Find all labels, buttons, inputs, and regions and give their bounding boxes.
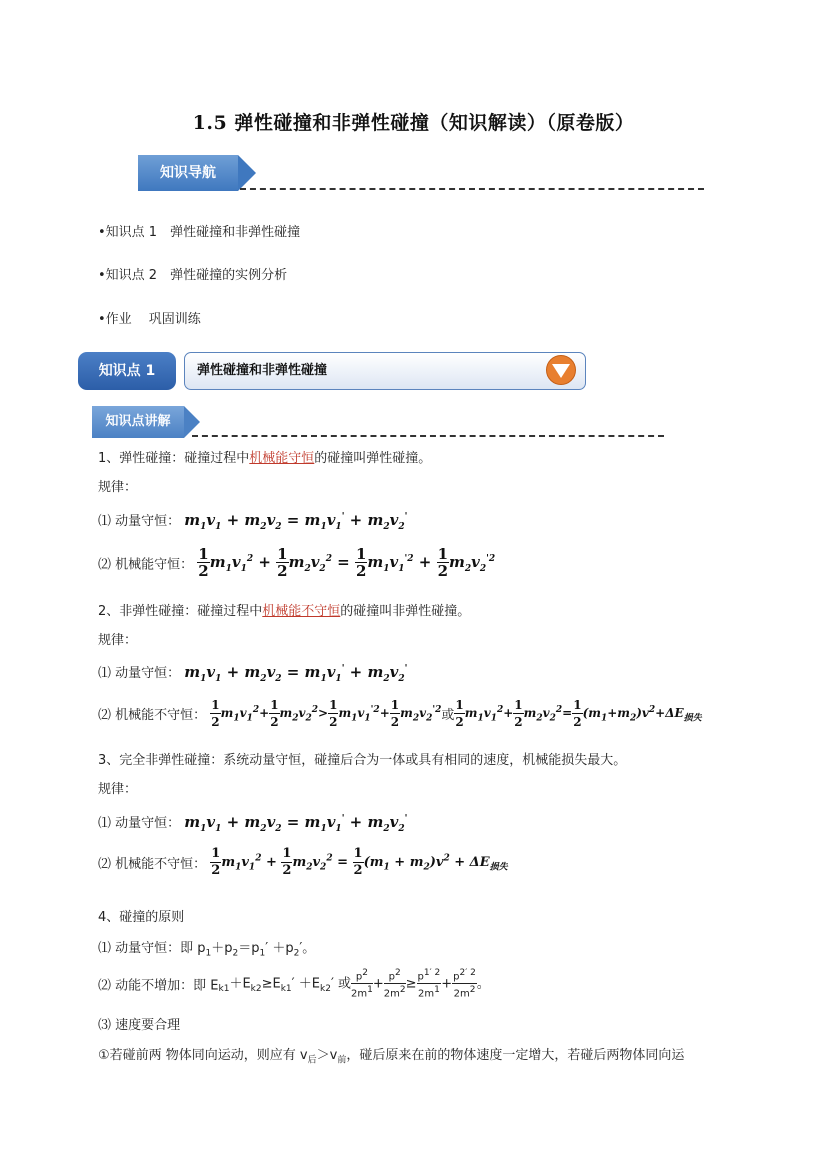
section-3-text: 3、完全非弹性碰撞：系统动量守恒，碰撞后合为一体或具有相同的速度，机械能损失最大。	[98, 753, 627, 768]
rule-label: 规律：	[98, 480, 138, 495]
toc-item: •知识点 2 弹性碰撞的实例分析	[98, 268, 288, 283]
toc-item: •知识点 1 弹性碰撞和非弹性碰撞	[98, 225, 301, 240]
energy-formula: ⑵ 机械能守恒： $\frac{1}{2}$ $m_1v_1^2$ + $\frac{1}{2}$ $m_2v_2^2$ = $\frac{1}{2}$ $m_1v_1^{'2}$ + $\frac{1}{2}$ $m_2v_2^{'2}$	[98, 545, 496, 580]
nav-banner-label: 知识导航	[160, 165, 216, 181]
kinetic-energy-principle: ⑵ 动能不增加：即 $E_{k1}+E_{k2}\ge E_{k1}' +E_{k2}'$ 或 $\frac{p^2}{2m^1}$ + $\frac{p^2}{2m^2}$ ≥ $\frac{p^{1' 2}}{2m^1}$ + $\frac{p^{2' 2}}{2m^2}$ 。	[98, 968, 490, 1000]
knowledge-point-tag: 知识点 1	[78, 352, 176, 390]
rule-label: 规律：	[98, 782, 138, 797]
momentum-principle: ⑴ 动量守恒：即 $p_1+p_2=p_1' +p_2'$。	[98, 941, 316, 959]
velocity-rule-1: ①若碰前两 物体同向运动，则应有 $v_后>v_前$，碰后原来在前的物体速度一定增大，若碰后两物体同向运	[98, 1048, 685, 1066]
page-title: 1.5 弹性碰撞和非弹性碰撞（知识解读）（原卷版）	[192, 112, 635, 134]
momentum-formula: ⑴ 动量守恒： $m_1v_1 + m_2v_2 = m_1v_1' + m_2v_2'$	[98, 663, 408, 684]
momentum-formula: ⑴ 动量守恒： $m_1v_1 + m_2v_2 = m_1v_1' + m_2v_2'$	[98, 813, 408, 834]
divider	[192, 435, 664, 437]
sub-banner	[92, 406, 200, 438]
triangle-down-icon	[546, 355, 576, 385]
section-4-text: 4、碰撞的原则	[98, 910, 185, 925]
sub-banner-label: 知识点讲解	[105, 414, 171, 429]
divider	[240, 188, 704, 190]
knowledge-point-label: 弹性碰撞和非弹性碰撞	[197, 363, 328, 378]
toc-item: •作业 巩固训练	[98, 312, 201, 327]
energy-noncons-formula: ⑵ 机械能不守恒： $\frac{1}{2}$ $m_1v_1^2+$ $\frac{1}{2}$ $m_2v_2^2>$ $\frac{1}{2}$ $m_1v_1^{'2}+$ $\frac{1}{2}$ $m_2v_2^{'2}$或 $\frac{1}{2}$ $m_1v_1^2+$ $\frac{1}{2}$ $m_2v_2^2=$ $\frac{1}{2}$ $(m_1+m_2)v^2+\Delta E_{损失}$	[98, 698, 702, 729]
highlight-term: 机械能不守恒	[262, 604, 341, 619]
highlight-term: 机械能守恒	[249, 451, 315, 466]
rule-label: 规律：	[98, 633, 138, 648]
velocity-principle: ⑶ 速度要合理	[98, 1018, 181, 1033]
section-1-text: 1、弹性碰撞：碰撞过程中机械能守恒的碰撞叫弹性碰撞。	[98, 451, 432, 466]
energy-noncons-formula: ⑵ 机械能不守恒： $\frac{1}{2}$ $m_1v_1^2$ + $\frac{1}{2}$ $m_2v_2^2$ = $\frac{1}{2}$ $(m_1 + m_2)v^2 + \Delta E_{损失}$	[98, 846, 508, 878]
nav-banner	[138, 155, 256, 191]
section-2-text: 2、非弹性碰撞：碰撞过程中机械能不守恒的碰撞叫非弹性碰撞。	[98, 604, 471, 619]
knowledge-point-bar	[184, 352, 586, 390]
momentum-formula: ⑴ 动量守恒： $m_1v_1 + m_2v_2 = m_1v_1' + m_2v_2'$	[98, 511, 408, 532]
